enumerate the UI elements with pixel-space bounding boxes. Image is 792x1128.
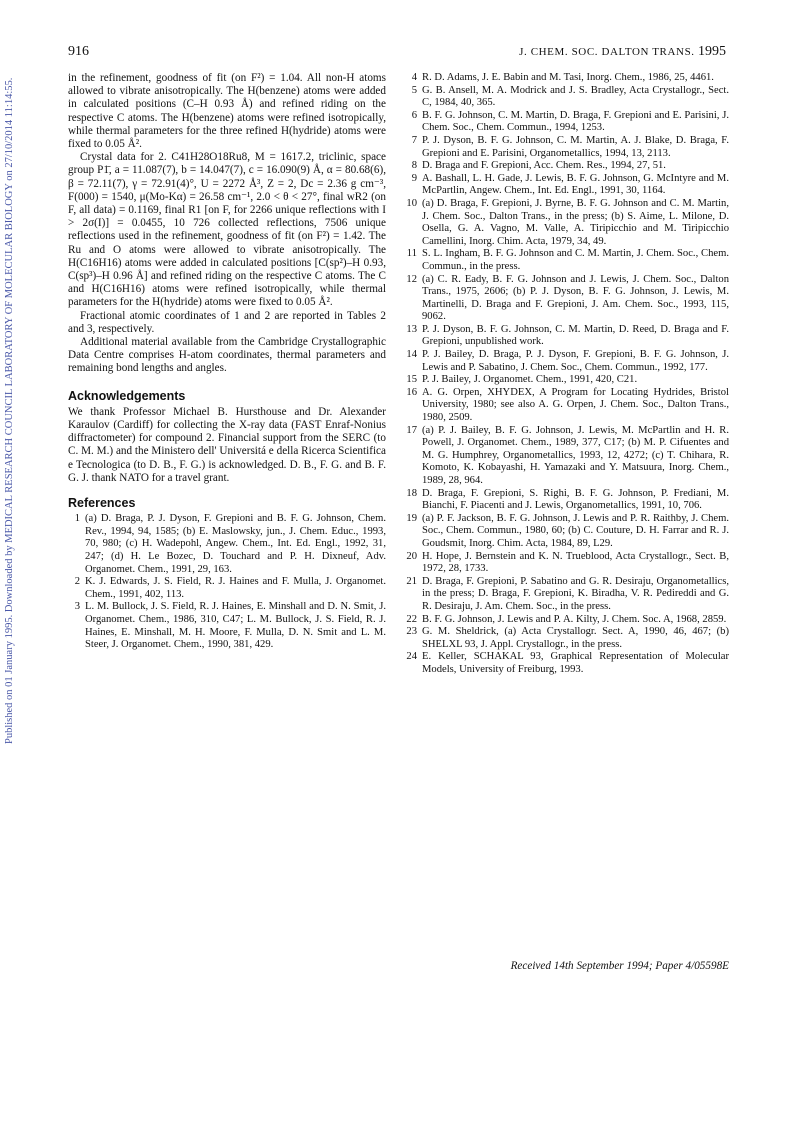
reference-number: 5 <box>411 84 417 96</box>
reference-number: 20 <box>406 550 417 562</box>
reference-item <box>405 198 729 248</box>
reference-number: 17 <box>406 424 417 436</box>
reference-item <box>405 576 729 614</box>
reference-item <box>405 135 729 160</box>
reference-text: (a) P. J. Bailey, B. F. G. Johnson, J. Lewis, M. McPartlin and H. R. Powell, J. Organomet. Chem., 1989, 377, C17; (b) M. P. Cifuentes and M. G. Humphrey, Organometallics, 1993, 12, 4272; (c) T. Chihara, R. Komoto, K. Kobayashi, H. Yamazaki and Y. Matsuura, Inorg. Chem., 1989, 28, 964. <box>422 424 729 486</box>
reference-number: 8 <box>411 160 417 172</box>
reference-text: B. F. G. Johnson, J. Lewis and P. A. Kilty, J. Chem. Soc. A, 1968, 2859. <box>422 613 727 625</box>
journal-year: 1995 <box>698 44 726 59</box>
reference-text: (a) C. R. Eady, B. F. G. Johnson and J. Lewis, J. Chem. Soc., Dalton Trans., 1975, 2606; (b) P. J. Dyson, B. F. G. Johnson, J. Lewis, M. Martinelli, D. Braga and F. Grepioni, J. Am. Chem. Soc., 1993, 115, 9062. <box>422 273 729 323</box>
reference-number: 4 <box>411 72 417 83</box>
reference-number: 19 <box>406 512 417 524</box>
page-number: 916 <box>68 44 89 59</box>
reference-text: D. Braga, F. Grepioni, S. Righi, B. F. G. Johnson, P. Frediani, M. Bianchi, F. Piacenti and J. Lewis, Organometallics, 1991, 10, 706. <box>422 487 729 512</box>
acknowledgements-heading: Acknowledgements <box>68 388 186 403</box>
reference-item <box>405 488 729 513</box>
reference-item <box>405 274 729 324</box>
reference-text: (a) D. Braga, P. J. Dyson, F. Grepioni and B. F. G. Johnson, Chem. Rev., 1994, 94, 1585; (b) E. Maslowsky, jun., J. Chem. Educ., 1993, 70, 980; (c) H. Wadepohl, Angew. Chem., Int. Ed. Engl., 1992, 31, 247; (d) H. Le Bozec, D. Touchard and P. H. Dixneuf, Adv. Organomet. Chem., 1991, 29, 163. <box>85 513 386 575</box>
reference-item <box>405 551 729 576</box>
reference-number: 12 <box>406 273 417 285</box>
reference-text: P. J. Dyson, B. F. G. Johnson, C. M. Martin, A. J. Blake, D. Braga, F. Grepioni and E. Parisini, Organometallics, 1994, 13, 2113. <box>422 134 729 159</box>
reference-number: 3 <box>74 601 80 613</box>
reference-text: B. F. G. Johnson, C. M. Martin, D. Braga, F. Grepioni and E. Parisini, J. Chem. Soc., Chem. Commun., 1994, 1253. <box>422 109 729 134</box>
reference-number: 10 <box>406 197 417 209</box>
reference-item <box>405 374 729 387</box>
body-paragraph: Additional material available from the Cambridge Crystallographic Data Centre comprises H-atom coordinates, thermal parameters and remaining bond lengths and angles. <box>68 336 386 375</box>
reference-number: 7 <box>411 134 417 146</box>
left-column <box>68 72 386 652</box>
reference-item <box>405 349 729 374</box>
reference-number: 18 <box>406 487 417 499</box>
reference-text: D. Braga and F. Grepioni, Acc. Chem. Res., 1994, 27, 51. <box>422 160 666 172</box>
reference-item <box>405 160 729 173</box>
reference-number: 11 <box>406 248 417 260</box>
right-column <box>405 72 729 677</box>
reference-item <box>68 601 386 651</box>
reference-item <box>405 387 729 425</box>
reference-item <box>68 513 386 576</box>
reference-number: 13 <box>406 323 417 335</box>
reference-text: A. Bashall, L. H. Gade, J. Lewis, B. F. G. Johnson, G. McIntyre and M. McPartlin, Angew. Chem., Int. Ed. Engl., 1991, 30, 1164. <box>422 172 729 197</box>
reference-text: R. D. Adams, J. E. Babin and M. Tasi, Inorg. Chem., 1986, 25, 4461. <box>422 72 714 83</box>
reference-text: K. J. Edwards, J. S. Field, R. J. Haines and F. Mulla, J. Organomet. Chem., 1991, 402, 113. <box>85 576 386 600</box>
reference-text: D. Braga, F. Grepioni, P. Sabatino and G. R. Desiraju, Organometallics, in the press; D. Braga, F. Grepioni, K. Biradha, V. R. Pedireddi and G. R. Desiraju, J. Am. Chem. Soc., in the press. <box>422 575 729 612</box>
references-heading: References <box>68 496 136 511</box>
reference-text: P. J. Bailey, J. Organomet. Chem., 1991, 420, C21. <box>422 374 638 386</box>
reference-text: (a) D. Braga, F. Grepioni, J. Byrne, B. F. G. Johnson and C. M. Martin, J. Chem. Soc., Dalton Trans., in the press; (b) S. Aime, L. Milone, D. Osella, G. A. Vagno, M. Valle, A. Tiripicchio and M. Tiripicchio Camellini, Inorg. Chim. Acta, 1979, 34, 49. <box>422 197 729 247</box>
acknowledgements-text: We thank Professor Michael B. Hursthouse and Dr. Alexander Karaulov (Cardiff) for collecting the X-ray data (FAST Enraf-Nonius diffractometer) for compound 2. Financial support from the SERC (to C. M. M.) and the Ministero dell' Universitá e della Ricerca Scientifica e Tecnologica (to D. B., F. G.) is acknowledged. D. B., F. G. and B. F. G. J. thank NATO for a travel grant. <box>68 405 386 484</box>
reference-item <box>405 425 729 488</box>
reference-number: 9 <box>411 172 417 184</box>
reference-number: 15 <box>406 374 417 386</box>
crystal-data-paragraph: Crystal data for 2. C41H28O18Ru8, M = 1617.2, triclinic, space group P1̄, a = 11.087(7), b = 14.047(7), c = 16.090(9) Å, α = 80.68(6), β = 72.11(7), γ = 72.91(4)°, U = 2272 Å³, Z = 2, Dc = 2.36 g cm⁻³, F(000) = 1540, μ(Mo-Kα) = 26.58 cm⁻¹, 2.0 < θ < 27°, final wR2 (on F, all data) = 0.1169, final R1 [on F, for 2266 unique reflections with I > 2σ(I)] = 0.0455, 10 726 collected reflections, 7506 unique reflections used in the refinement, goodness of fit (on F²) = 1.42. The Ru and O atoms were allowed to vibrate anisotropically. The H(C16H16) atoms were added in calculated positions [C(sp²)–H 0.93, C(sp³)–H 0.96 Å] and refined riding on the respective C atoms. The C and H(C16H16) atoms were refined isotropically, while thermal parameters for the H(hydride) atoms were fixed to 0.05 Å². <box>68 151 386 309</box>
journal-header <box>519 44 726 60</box>
reference-number: 22 <box>406 613 417 625</box>
reference-text: (a) P. F. Jackson, B. F. G. Johnson, J. Lewis and P. R. Raithby, J. Chem. Soc., Chem. Commun., 1980, 60; (b) C. Couture, D. H. Farrar and R. J. Goudsmit, Inorg. Chim. Acta, 1984, 89, L29. <box>422 512 729 549</box>
reference-item <box>405 614 729 627</box>
body-paragraph: Fractional atomic coordinates of 1 and 2 are reported in Tables 2 and 3, respectively. <box>68 309 386 335</box>
reference-text: E. Keller, SCHAKAL 93, Graphical Representation of Molecular Models, University of Freiburg, 1993. <box>422 651 729 675</box>
reference-item <box>405 248 729 273</box>
reference-item <box>405 85 729 110</box>
reference-number: 21 <box>406 575 417 587</box>
received-date: Received 14th September 1994; Paper 4/05598E <box>510 960 729 972</box>
reference-text: H. Hope, J. Bernstein and K. N. Trueblood, Acta Crystallogr., Sect. B, 1972, 28, 1733. <box>422 550 729 575</box>
reference-item <box>68 576 386 601</box>
reference-number: 23 <box>406 626 417 638</box>
reference-number: 2 <box>74 576 80 588</box>
reference-text: G. B. Ansell, M. A. Modrick and J. S. Bradley, Acta Crystallogr., Sect. C, 1984, 40, 365. <box>422 84 729 109</box>
journal-name: J. CHEM. SOC. DALTON TRANS. <box>519 46 695 58</box>
reference-item <box>405 651 729 676</box>
reference-text: P. J. Bailey, D. Braga, P. J. Dyson, F. Grepioni, B. F. G. Johnson, J. Lewis and P. Sabatino, J. Chem. Soc., Chem. Commun., 1992, 177. <box>422 349 729 373</box>
reference-item <box>405 72 729 85</box>
references-list-left <box>68 513 386 652</box>
reference-text: G. M. Sheldrick, (a) Acta Crystallogr. Sect. A, 1990, 46, 467; (b) SHELXL 93, J. Appl. Crystallogr., in the press. <box>422 626 729 650</box>
reference-number: 16 <box>406 386 417 398</box>
reference-item <box>405 324 729 349</box>
reference-number: 1 <box>74 513 80 525</box>
reference-item <box>405 110 729 135</box>
reference-number: 14 <box>406 349 417 361</box>
reference-text: L. M. Bullock, J. S. Field, R. J. Haines, E. Minshall and D. N. Smit, J. Organomet. Chem., 1986, 310, C47; L. M. Bullock, J. S. Field, R. J. Haines, E. Minshall, M. H. Moore, F. Mulla, D. N. Smit and L. M. Steer, J. Organomet. Chem., 1990, 381, 429. <box>85 601 386 651</box>
reference-text: A. G. Orpen, XHYDEX, A Program for Locating Hydrides, Bristol University, 1980; see also A. G. Orpen, J. Chem. Soc., Dalton Trans., 1980, 2509. <box>422 386 729 424</box>
body-paragraph: in the refinement, goodness of fit (on F²) = 1.04. All non-H atoms allowed to vibrate anisotropically. The H(benzene) atoms were added in calculated positions (C–H 0.93 Å) and refined riding on the respective C atoms. The H(benzene) atoms were refined isotropically, while thermal parameters for the three refined H(hydride) atoms were fixed to 0.05 Å². <box>68 72 386 151</box>
reference-number: 6 <box>411 109 417 121</box>
references-list-right <box>405 72 729 677</box>
download-watermark: Published on 01 January 1995. Downloaded by MEDICAL RESEARCH COUNCIL LABORATORY OF MOLECULAR BIOLOGY on 27/10/2014 11:14:55. <box>4 77 15 744</box>
reference-item <box>405 173 729 198</box>
reference-text: S. L. Ingham, B. F. G. Johnson and C. M. Martin, J. Chem. Soc., Chem. Commun., in the press. <box>422 248 729 272</box>
reference-item <box>405 626 729 651</box>
reference-number: 24 <box>406 651 417 663</box>
reference-text: P. J. Dyson, B. F. G. Johnson, C. M. Martin, D. Reed, D. Braga and F. Grepioni, unpublished work. <box>422 323 729 348</box>
reference-item <box>405 513 729 551</box>
